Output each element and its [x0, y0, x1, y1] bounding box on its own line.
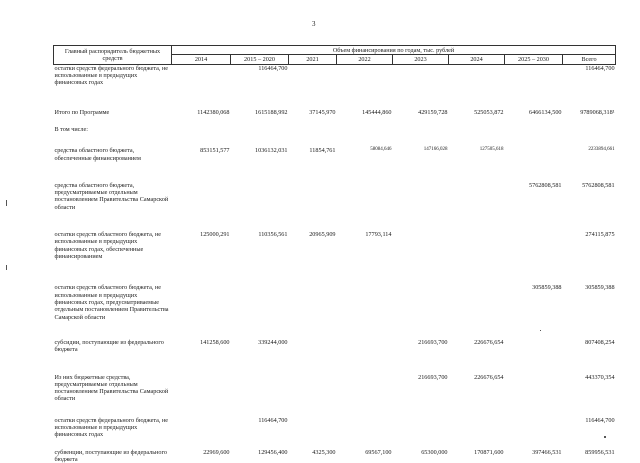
row-value: 525053,872 [474, 108, 504, 116]
row-label: остатки средств федерального бюджета, не использованные в предыдущих финансовых годах [54, 64, 169, 87]
row-value [393, 284, 449, 321]
header-year: 2014 [172, 55, 231, 64]
row-value: 1036132,031 [255, 147, 288, 155]
row-spacer [54, 354, 616, 374]
row-value: 305859,388 [532, 284, 562, 292]
row-spacer [54, 211, 616, 231]
row-value [393, 417, 449, 439]
row-value: 339244,000 [258, 338, 288, 346]
row-value [393, 182, 449, 211]
row-value [289, 126, 337, 133]
spacer-cell [54, 439, 616, 449]
row-label: Из них бюджетные средства, предусматриваемые отдельным постановлением Правительства Самарской области [54, 373, 169, 403]
row-value [449, 64, 505, 86]
header-year: 2022 [337, 55, 393, 64]
row-label: остатки средств областного бюджета, не использованные в предыдущих финансовых годах, предусматриваемые отдельным постановлением Правительства Самарской области [54, 284, 169, 321]
row-value: 6466134,500 [529, 108, 562, 116]
row-value [289, 339, 337, 354]
table-row [54, 182, 616, 211]
table-body [54, 64, 616, 463]
row-spacer [54, 162, 616, 182]
row-spacer [54, 321, 616, 339]
table-row [54, 231, 616, 260]
row-spacer [54, 439, 616, 449]
row-spacer [54, 87, 616, 109]
spacer-cell [54, 321, 616, 339]
row-value: 116464,700 [258, 64, 288, 72]
row-value [505, 339, 563, 354]
spacer-cell [54, 87, 616, 109]
row-value: 147166,028 [423, 147, 448, 153]
row-value [337, 284, 393, 321]
scan-mark [6, 265, 7, 270]
row-label: субсидии, поступающие из федерального бюджета [54, 338, 164, 354]
row-value: 5762808,581 [529, 181, 562, 189]
row-total: 305859,388 [585, 284, 615, 292]
row-label: В том числе: [54, 125, 88, 133]
row-value [505, 147, 563, 162]
table-row [54, 64, 616, 86]
row-value: 69567,100 [365, 448, 392, 456]
header-year: 2023 [393, 55, 449, 64]
row-value [337, 126, 393, 133]
row-value [449, 231, 505, 260]
row-value [289, 182, 337, 211]
page-number: 3 [312, 20, 316, 28]
table-row [54, 147, 616, 162]
row-label: остатки средств областного бюджета, не использованные в предыдущих финансовых годах, обеспеченные финансированием [54, 231, 162, 260]
row-value: 1142380,068 [197, 108, 230, 116]
row-total: 5762808,581 [582, 181, 615, 189]
row-value [231, 182, 289, 211]
row-value [505, 126, 563, 133]
table-row [54, 109, 616, 116]
row-value: 170871,600 [474, 448, 504, 456]
row-value: 397466,531 [532, 448, 562, 456]
row-value: 22969,600 [203, 448, 230, 456]
row-value: 145444,860 [362, 108, 392, 116]
row-value [289, 284, 337, 321]
row-value: 141258,600 [200, 338, 230, 346]
row-value: 127505,618 [479, 147, 504, 153]
row-spacer [54, 133, 616, 147]
spacer-cell [54, 260, 616, 284]
row-value [172, 374, 231, 403]
row-value [289, 374, 337, 403]
row-value [172, 182, 231, 211]
row-value: 1615188,992 [255, 108, 288, 116]
row-spacer [54, 116, 616, 126]
row-value: 58084,646 [370, 147, 392, 153]
row-value [231, 284, 289, 321]
row-value [289, 64, 337, 86]
row-total [563, 126, 616, 133]
row-value: 226676,654 [474, 373, 504, 381]
row-value [505, 231, 563, 260]
row-value: 11854,761 [309, 147, 336, 155]
table-row [54, 284, 616, 321]
row-value [172, 284, 231, 321]
row-value: 20965,909 [309, 231, 336, 239]
header-year: 2025 – 2030 [505, 55, 563, 64]
row-value [337, 374, 393, 403]
scan-mark [540, 330, 541, 331]
spacer-cell [54, 133, 616, 147]
spacer-cell [54, 211, 616, 231]
row-value [172, 64, 231, 86]
row-value [505, 417, 563, 439]
row-value [172, 417, 231, 439]
row-value: 116464,700 [258, 416, 288, 424]
row-value [449, 417, 505, 439]
row-total: 116464,700 [585, 64, 615, 72]
table-row [54, 126, 616, 133]
row-value [505, 64, 563, 86]
row-value: 853151,577 [200, 147, 230, 155]
row-value [393, 64, 449, 86]
row-total: 9789068,318¹ [580, 108, 615, 116]
row-value: 216693,700 [418, 338, 448, 346]
row-label: субвенции, поступающие из федерального бюджета [54, 448, 167, 463]
row-value: 37145,970 [309, 108, 336, 116]
row-value [449, 182, 505, 211]
row-label: Итого по Программе [54, 108, 110, 116]
row-value: 17793,114 [365, 231, 392, 239]
spacer-cell [54, 403, 616, 417]
header-year: 2021 [289, 55, 337, 64]
spacer-cell [54, 354, 616, 374]
row-label: средства областного бюджета, обеспеченные финансированием [54, 147, 141, 162]
row-value [231, 374, 289, 403]
row-value [449, 284, 505, 321]
row-value [337, 182, 393, 211]
header-year: 2015 – 2020 [231, 55, 289, 64]
table-row [54, 339, 616, 354]
row-value [337, 64, 393, 86]
row-value: 4325,300 [312, 448, 336, 456]
row-label: средства областного бюджета, предусматриваемые отдельным постановлением Правительства Самарской области [54, 181, 169, 211]
row-total: 807408,254 [585, 338, 615, 346]
financing-table [53, 45, 616, 463]
table-row [54, 449, 616, 463]
row-value: 125000,291 [200, 231, 230, 239]
header-total: Всего [563, 55, 616, 64]
row-total: 859956,531 [585, 448, 615, 456]
header-owner: Главный распорядитель бюджетных средств [54, 46, 172, 65]
row-total: 116464,700 [585, 416, 615, 424]
row-spacer [54, 260, 616, 284]
row-total: 274115,875 [585, 231, 615, 239]
scan-mark [604, 436, 606, 438]
row-value [231, 126, 289, 133]
row-total: 2233894,661 [588, 147, 615, 153]
scan-mark [6, 200, 7, 206]
row-value [337, 417, 393, 439]
row-value [289, 417, 337, 439]
row-label: остатки средств федерального бюджета, не использованные в предыдущих финансовых годах [54, 416, 169, 439]
header-group: Объем финансирования по годам, тыс. рублей [172, 46, 616, 55]
row-value: 429159,728 [418, 108, 448, 116]
row-value [337, 339, 393, 354]
row-value: 129456,400 [258, 448, 288, 456]
table-row [54, 374, 616, 403]
row-value: 216693,700 [418, 373, 448, 381]
header-year: 2024 [449, 55, 505, 64]
row-total: 443370,354 [585, 373, 615, 381]
row-value: 65300,000 [421, 448, 448, 456]
spacer-cell [54, 162, 616, 182]
row-value: 110356,561 [258, 231, 288, 239]
table-header [54, 46, 616, 65]
row-value [393, 126, 449, 133]
row-value [449, 126, 505, 133]
spacer-cell [54, 116, 616, 126]
row-value [505, 374, 563, 403]
table-row [54, 417, 616, 439]
row-value [172, 126, 231, 133]
row-spacer [54, 403, 616, 417]
row-value: 226676,654 [474, 338, 504, 346]
row-value [393, 231, 449, 260]
